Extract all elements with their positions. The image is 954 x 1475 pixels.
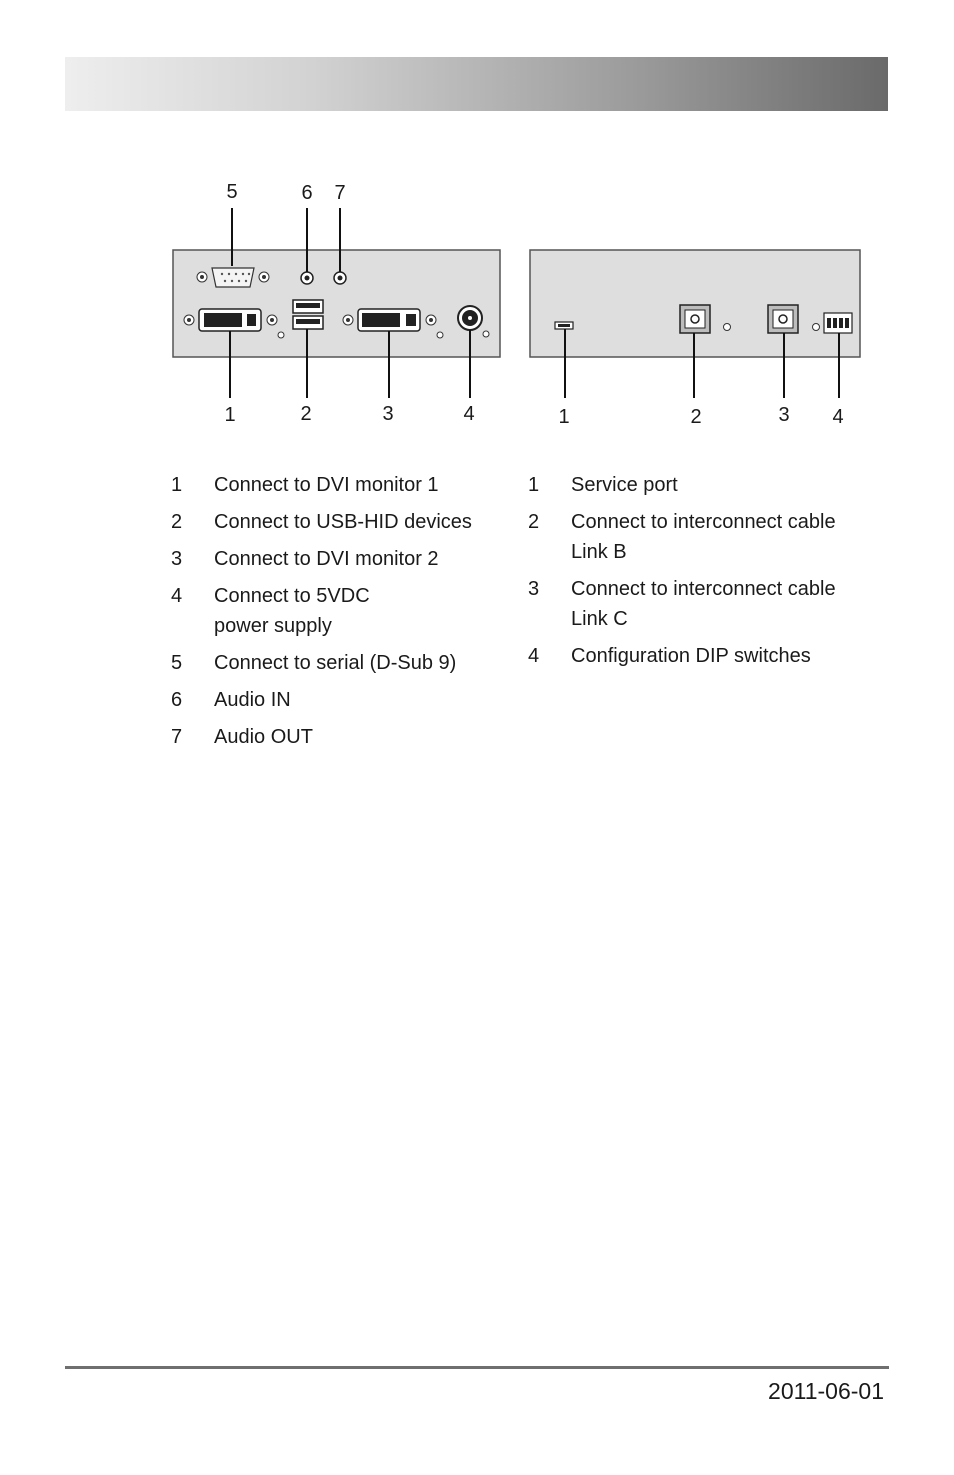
legend-number: 4 xyxy=(171,585,183,607)
legend-item xyxy=(170,685,510,715)
legend-text: Connect to interconnect cable Link B xyxy=(571,511,836,563)
callout-5: 5 xyxy=(226,181,238,203)
legend-left xyxy=(170,470,510,759)
callout-2: 2 xyxy=(690,406,702,428)
legend-text: Connect to 5VDC power supply xyxy=(214,585,370,637)
audio-in-jack-icon xyxy=(301,272,313,284)
legend-number: 4 xyxy=(528,645,540,667)
callout-1: 1 xyxy=(558,406,570,428)
legend-text: Connect to USB-HID devices xyxy=(214,511,472,533)
legend-text: Connect to DVI monitor 1 xyxy=(214,474,439,496)
service-port-icon xyxy=(555,322,573,329)
callout-4: 4 xyxy=(832,406,844,428)
connector-diagram xyxy=(0,0,954,440)
footer-date: 2011-06-01 xyxy=(768,1378,884,1404)
legend-item xyxy=(170,507,510,537)
legend-text: Connect to interconnect cable Link C xyxy=(571,578,836,630)
dip-switches-icon xyxy=(824,313,852,333)
legend-number: 3 xyxy=(528,578,540,600)
legend-number: 1 xyxy=(528,474,540,496)
legend-text: Connect to serial (D-Sub 9) xyxy=(214,652,457,674)
callout-4: 4 xyxy=(463,403,475,425)
callout-3: 3 xyxy=(778,404,790,426)
legend-right xyxy=(527,470,887,678)
legend-item xyxy=(170,581,510,641)
footer-divider xyxy=(65,1366,889,1369)
legend-item xyxy=(170,648,510,678)
legend-number: 1 xyxy=(171,474,183,496)
right-device-panel xyxy=(530,250,860,428)
left-device-panel xyxy=(173,181,500,426)
callout-6: 6 xyxy=(301,182,313,204)
legend-item xyxy=(527,641,887,671)
legend-item xyxy=(170,470,510,500)
callout-2: 2 xyxy=(300,403,312,425)
legend-item xyxy=(170,544,510,574)
legend-number: 5 xyxy=(171,652,183,674)
legend-number: 2 xyxy=(528,511,540,533)
legend-text: Connect to DVI monitor 2 xyxy=(214,548,439,570)
legend-number: 2 xyxy=(171,511,183,533)
legend-number: 3 xyxy=(171,548,183,570)
legend-number: 6 xyxy=(171,689,183,711)
legend-item xyxy=(527,470,887,500)
legend-text: Audio IN xyxy=(214,689,291,711)
legend-item xyxy=(527,574,887,634)
audio-out-jack-icon xyxy=(334,272,346,284)
callout-3: 3 xyxy=(382,403,394,425)
callout-1: 1 xyxy=(224,404,236,426)
legend-item xyxy=(170,722,510,752)
legend-text: Configuration DIP switches xyxy=(571,645,811,667)
legend-item xyxy=(527,507,887,567)
legend-text: Audio OUT xyxy=(214,726,313,748)
legend-number: 7 xyxy=(171,726,183,748)
callout-7: 7 xyxy=(334,182,346,204)
legend-text: Service port xyxy=(571,474,678,496)
